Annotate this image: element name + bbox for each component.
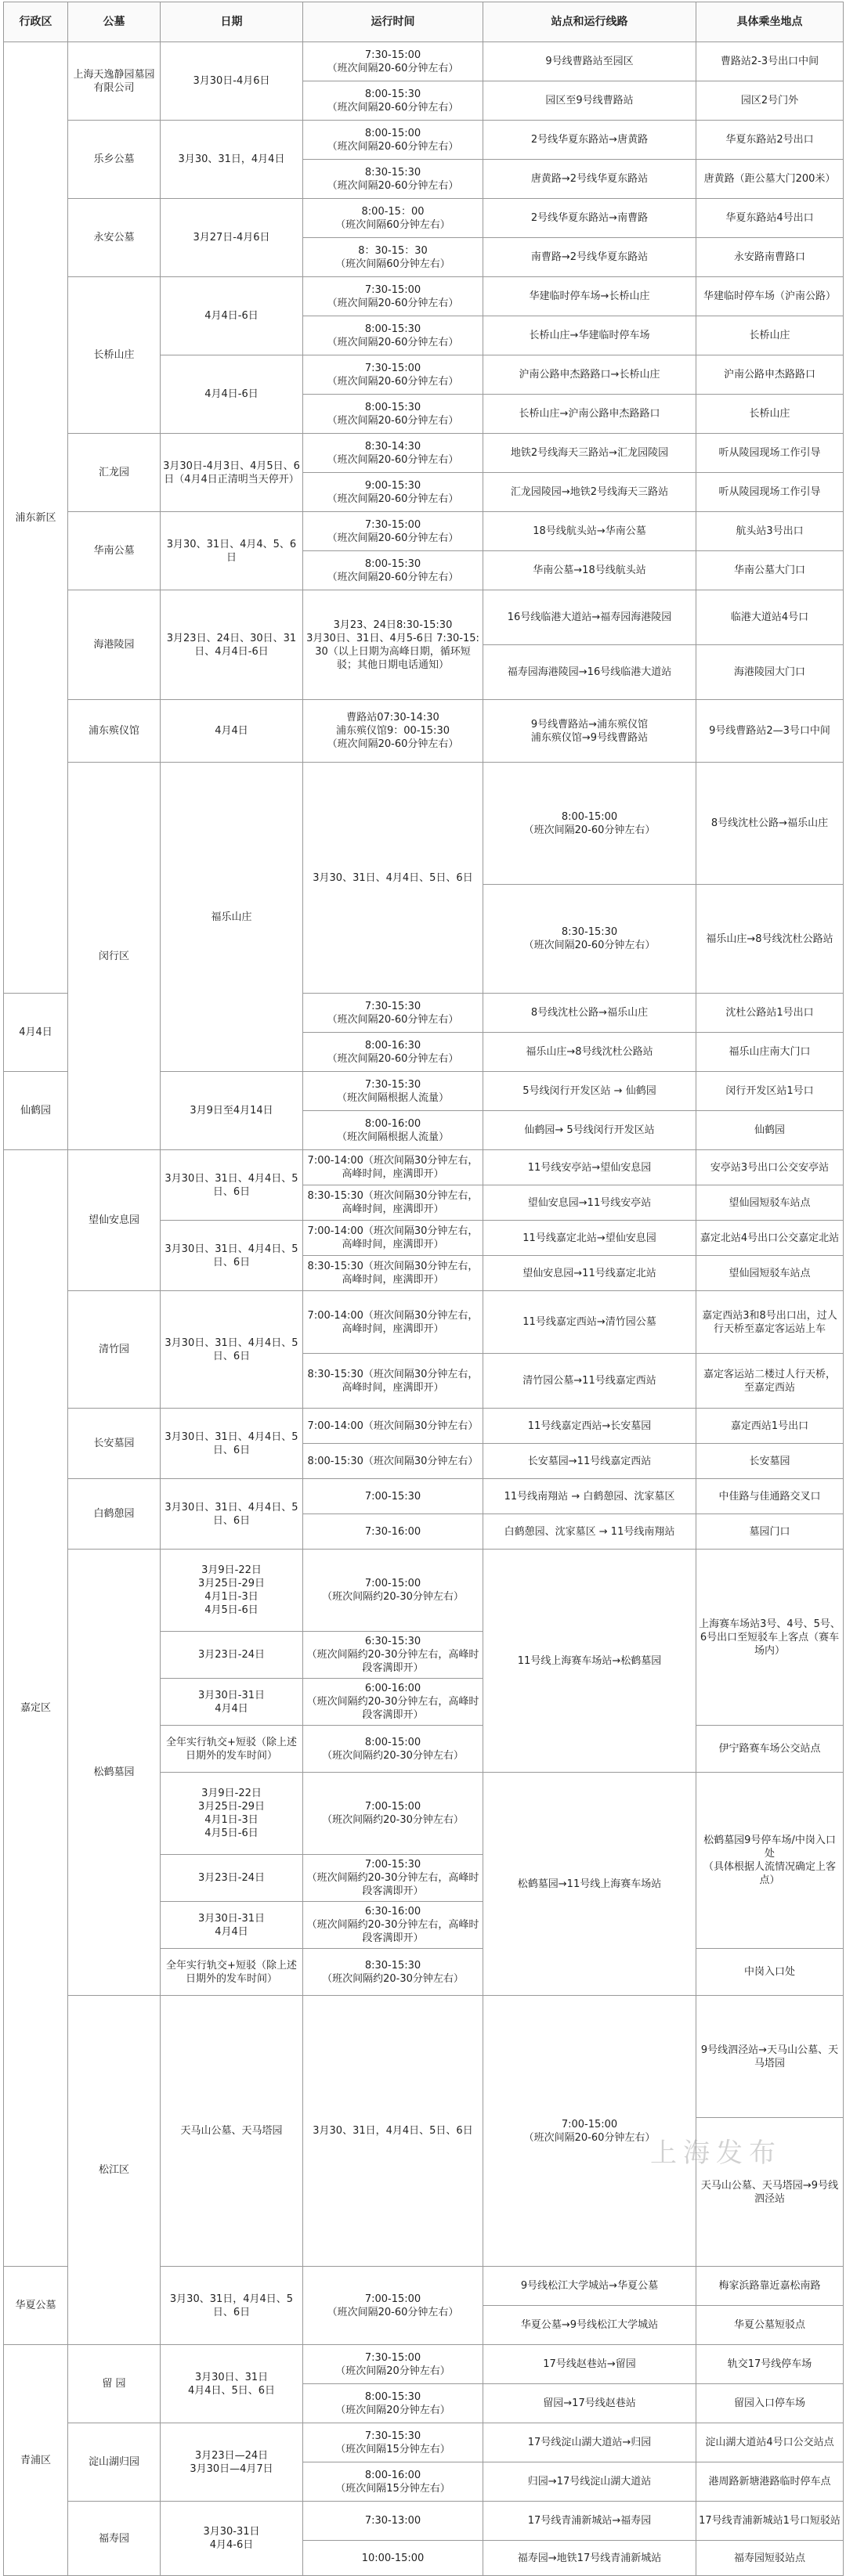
time-cell: 7:00-14:00（班次间隔30分钟左右，高峰时间，座满即开） <box>303 1221 483 1256</box>
bus-schedule-table <box>3 2 844 2576</box>
time-cell: 8:00-16:00 （班次间隔15分钟左右） <box>303 2462 483 2502</box>
time-cell: 7:00-15:00 （班次间隔20-60分钟左右） <box>483 1996 696 2267</box>
time-cell: 7:00-15:00 （班次间隔约20-30分钟左右） <box>303 1773 483 1855</box>
stop-cell: 中岗入口处 <box>696 1949 844 1996</box>
cemetery-cell: 清竹园 <box>68 1291 161 1409</box>
stop-cell: 华建临时停车场（沪南公路） <box>696 277 844 316</box>
route-cell: 9号线泗泾站→天马山公墓、天马塔园 <box>696 1996 844 2118</box>
route-cell: 8号线沈杜公路→福乐山庄 <box>483 994 696 1033</box>
stop-cell: 临港大道站4号口 <box>696 590 844 645</box>
date-cell: 3月30日-4月3日、4月5日、6日（4月4日正清明当天停开） <box>161 434 303 512</box>
stop-cell: 松鹤墓园9号停车场/中岗入口处 （具体根据人流情况确定上客点） <box>696 1773 844 1949</box>
date-cell: 3月30日-31日 4月4日 <box>161 1679 303 1726</box>
cemetery-cell: 福乐山庄 <box>161 763 303 1072</box>
cemetery-cell: 淀山湖归园 <box>68 2423 161 2502</box>
date-cell: 4月4日 <box>161 700 303 763</box>
time-cell: 7:30-15:00 （班次间隔20-60分钟左右） <box>303 277 483 316</box>
date-cell: 3月27日-4月6日 <box>161 199 303 277</box>
route-cell: 9号线松江大学城站→华夏公墓 <box>483 2267 696 2306</box>
cemetery-cell: 长安墓园 <box>68 1409 161 1479</box>
date-cell: 3月30日、31日、4月4日、5日、6日 <box>161 1221 303 1291</box>
stop-cell: 伊宁路赛车场公交站点 <box>696 1726 844 1773</box>
cemetery-cell: 华夏公墓 <box>4 2267 68 2345</box>
stop-cell: 望仙园短驳车站点 <box>696 1185 844 1221</box>
time-cell: 8:30-15:30 （班次间隔20-60分钟左右） <box>303 160 483 199</box>
stop-cell: 港周路新塘港路临时停车点 <box>696 2462 844 2502</box>
time-cell: 7:00-15:30 <box>303 1479 483 1514</box>
route-cell: 地铁2号线海天三路站→汇龙园陵园 <box>483 434 696 473</box>
time-cell: 3月23、24日8:30-15:30 3月30日、31日、4月5-6日 7:30-15:30（以上日期为高峰日期，循环短驳；其他日期电话通知） <box>303 590 483 700</box>
stop-cell: 嘉定西站1号出口 <box>696 1409 844 1444</box>
time-cell: 7:30-15:30 （班次间隔根据人流量） <box>303 1072 483 1111</box>
stop-cell: 梅家浜路靠近嘉松南路 <box>696 2267 844 2306</box>
district-cell: 嘉定区 <box>4 1150 68 2267</box>
route-cell: 17号线青浦新城站→福寿园 <box>483 2502 696 2541</box>
time-cell: 8:30-15:30 （班次间隔20-60分钟左右） <box>483 885 696 994</box>
route-cell: 仙鹤园→ 5号线闵行开发区站 <box>483 1111 696 1150</box>
table-row <box>4 42 844 81</box>
date-cell: 3月23日—24日 3月30日—4月7日 <box>161 2423 303 2502</box>
stop-cell: 华夏东路站2号出口 <box>696 121 844 160</box>
watermark: 上海发布 <box>650 2138 782 2169</box>
time-cell: 7:00-15:30 （班次间隔约20-30分钟左右，高峰时段客满即开） <box>303 1855 483 1902</box>
date-cell: 全年实行轨交+短驳（除上述日期外的发车时间） <box>161 1726 303 1773</box>
route-cell: 福乐山庄→8号线沈杜公路站 <box>483 1033 696 1072</box>
date-cell: 3月9日-22日 3月25日-29日 4月1日-3日 4月5日-6日 <box>161 1773 303 1855</box>
time-cell: 8:00-15:00 （班次间隔约20-30分钟左右） <box>303 1726 483 1773</box>
table-row <box>4 700 844 763</box>
cemetery-cell: 留 园 <box>68 2345 161 2423</box>
date-cell: 3月30日-31日 4月4日 <box>161 1902 303 1949</box>
table-row <box>4 1409 844 1444</box>
date-cell: 4月4日-6日 <box>161 277 303 355</box>
time-cell: 8:00-15:30 （班次间隔20分钟左右） <box>303 2384 483 2423</box>
route-cell: 留园→17号线赵巷站 <box>483 2384 696 2423</box>
table-row <box>4 1996 844 2118</box>
cemetery-cell: 上海天逸静园墓园有限公司 <box>68 42 161 121</box>
time-cell: 8:30-14:30 （班次间隔20-60分钟左右） <box>303 434 483 473</box>
stop-cell: 航头站3号出口 <box>696 512 844 551</box>
route-cell: 2号线华夏东路站→唐黄路 <box>483 121 696 160</box>
route-cell: 松鹤墓园→11号线上海赛车场站 <box>483 1773 696 1996</box>
table-row <box>4 1291 844 1354</box>
route-cell: 清竹园公墓→11号线嘉定西站 <box>483 1354 696 1409</box>
time-cell: 8:00-15:00 （班次间隔20-60分钟左右） <box>303 121 483 160</box>
stop-cell: 望仙园短驳车站点 <box>696 1256 844 1291</box>
date-cell: 3月30日、31日、4月4日、5日、6日 <box>161 1409 303 1479</box>
time-cell: 8:00-15:00 （班次间隔20-60分钟左右） <box>483 763 696 885</box>
cemetery-cell: 浦东殡仪馆 <box>68 700 161 763</box>
table-row <box>4 277 844 316</box>
date-cell: 3月30日、31日 4月4日、5日、6日 <box>161 2345 303 2423</box>
route-cell: 沪南公路申杰路路口→长桥山庄 <box>483 355 696 395</box>
time-cell: 8:00-15:30 （班次间隔20-60分钟左右） <box>303 316 483 355</box>
time-cell: 7:30-16:00 <box>303 1514 483 1550</box>
stop-cell: 嘉定北站4号出口公交嘉定北站 <box>696 1221 844 1256</box>
header-date: 日期 <box>161 2 303 42</box>
time-cell: 8:00-16:00 （班次间隔根据人流量） <box>303 1111 483 1150</box>
route-cell: 11号线嘉定西站→长安墓园 <box>483 1409 696 1444</box>
district-cell: 闵行区 <box>68 763 161 1150</box>
date-cell: 3月9日-22日 3月25日-29日 4月1日-3日 4月5日-6日 <box>161 1550 303 1632</box>
time-cell: 7:30-15:00 （班次间隔20分钟左右） <box>303 2345 483 2384</box>
date-cell: 3月30、31日、4月4日、5日、6日 <box>303 763 483 994</box>
cemetery-cell: 望仙安息园 <box>68 1150 161 1291</box>
route-cell: 华夏公墓→9号线松江大学城站 <box>483 2306 696 2345</box>
time-cell: 9:00-15:30 （班次间隔20-60分钟左右） <box>303 473 483 512</box>
time-cell: 8:00-15:30 （班次间隔20-60分钟左右） <box>303 81 483 121</box>
route-cell: 11号线嘉定西站→清竹园公墓 <box>483 1291 696 1354</box>
stop-cell: 曹路站2-3号出口中间 <box>696 42 844 81</box>
stop-cell: 海港陵园大门口 <box>696 645 844 700</box>
stop-cell: 长安墓园 <box>696 1444 844 1479</box>
table-header-row <box>4 2 844 42</box>
date-cell: 3月30日、31日、4月4日、5日、6日 <box>161 1479 303 1550</box>
route-cell: 2号线华夏东路站→南曹路 <box>483 199 696 238</box>
time-cell: 8：30-15：30 （班次间隔60分钟左右） <box>303 238 483 277</box>
route-cell: 9号线曹路站至园区 <box>483 42 696 81</box>
date-cell: 3月23日-24日 <box>161 1855 303 1902</box>
route-cell: 8号线沈杜公路→福乐山庄 <box>696 763 844 885</box>
cemetery-cell: 汇龙园 <box>68 434 161 512</box>
route-cell: 17号线淀山湖大道站→归园 <box>483 2423 696 2462</box>
route-cell: 白鹤憩园、沈家墓区 → 11号线南翔站 <box>483 1514 696 1550</box>
date-cell: 3月23日、24日、30日、31日、4月4日-6日 <box>161 590 303 700</box>
time-cell: 8:30-15:30（班次间隔30分钟左右，高峰时间，座满即开） <box>303 1354 483 1409</box>
time-cell: 8:00-15:30 （班次间隔20-60分钟左右） <box>303 395 483 434</box>
route-cell: 华建临时停车场→长桥山庄 <box>483 277 696 316</box>
route-cell: 福寿园海港陵园→16号线临港大道站 <box>483 645 696 700</box>
route-cell: 11号线安亭站→望仙安息园 <box>483 1150 696 1185</box>
route-cell: 唐黄路→2号线华夏东路站 <box>483 160 696 199</box>
time-cell: 8:00-16:30 （班次间隔20-60分钟左右） <box>303 1033 483 1072</box>
stop-cell: 墓园门口 <box>696 1514 844 1550</box>
header-stop: 具体乘坐地点 <box>696 2 844 42</box>
time-cell: 7:00-15:00 （班次间隔20-60分钟左右） <box>303 2267 483 2345</box>
stop-cell: 华夏公墓短驳点 <box>696 2306 844 2345</box>
header-time: 运行时间 <box>303 2 483 42</box>
time-cell: 8:00-15:30（班次间隔30分钟左右） <box>303 1444 483 1479</box>
route-cell: 18号线航头站→华南公墓 <box>483 512 696 551</box>
route-cell: 华南公墓→18号线航头站 <box>483 551 696 590</box>
stop-cell: 听从陵园现场工作引导 <box>696 434 844 473</box>
stop-cell: 17号线青浦新城站1号口短驳站 <box>696 2502 844 2541</box>
time-cell: 7:30-13:00 <box>303 2502 483 2541</box>
stop-cell: 园区2号门外 <box>696 81 844 121</box>
route-cell: 5号线闵行开发区站 → 仙鹤园 <box>483 1072 696 1111</box>
date-cell: 3月30日、31日、4月4日、5日、6日 <box>161 1150 303 1221</box>
time-cell: 8:00-15:30 （班次间隔20-60分钟左右） <box>303 551 483 590</box>
date-cell: 3月30、31日，4月4日、5日、6日 <box>161 2267 303 2345</box>
stop-cell: 轨交17号线停车场 <box>696 2345 844 2384</box>
route-cell: 汇龙园陵园→地铁2号线海天三路站 <box>483 473 696 512</box>
route-cell: 望仙安息园→11号线嘉定北站 <box>483 1256 696 1291</box>
header-district: 行政区 <box>4 2 68 42</box>
cemetery-cell: 仙鹤园 <box>4 1072 68 1150</box>
stop-cell: 闵行开发区站1号口 <box>696 1072 844 1111</box>
cemetery-cell: 长桥山庄 <box>68 277 161 434</box>
stop-cell: 安亭站3号出口公交安亭站 <box>696 1150 844 1185</box>
table-row <box>4 590 844 645</box>
time-cell: 7:30-15:30 （班次间隔20-60分钟左右） <box>303 994 483 1033</box>
district-cell: 松江区 <box>68 1996 161 2345</box>
date-cell: 4月4日-6日 <box>161 355 303 434</box>
time-cell: 7:00-15:00 （班次间隔约20-30分钟左右） <box>303 1550 483 1632</box>
route-cell: 长安墓园→11号线嘉定西站 <box>483 1444 696 1479</box>
route-cell: 长桥山庄→华建临时停车场 <box>483 316 696 355</box>
route-cell: 福乐山庄→8号线沈杜公路站 <box>696 885 844 994</box>
cemetery-cell: 海港陵园 <box>68 590 161 700</box>
route-cell: 长桥山庄→沪南公路申杰路路口 <box>483 395 696 434</box>
route-cell: 11号线嘉定北站→望仙安息园 <box>483 1221 696 1256</box>
stop-cell: 嘉定西站3和8号出口出，过人行天桥至嘉定客运站上车 <box>696 1291 844 1354</box>
table-row <box>4 1479 844 1514</box>
time-cell: 8:30-15:30（班次间隔30分钟左右，高峰时间，座满即开） <box>303 1185 483 1221</box>
time-cell: 8:00-15：00 （班次间隔60分钟左右） <box>303 199 483 238</box>
table-row <box>4 1150 844 1185</box>
time-cell: 7:00-14:00（班次间隔30分钟左右，高峰时间，座满即开） <box>303 1291 483 1354</box>
stop-cell: 长桥山庄 <box>696 316 844 355</box>
district-cell: 青浦区 <box>4 2345 68 2576</box>
stop-cell: 上海赛车场站3号、4号、5号、6号出口至短驳车上客点（赛车场内） <box>696 1550 844 1726</box>
date-cell: 3月9日至4月14日 <box>161 1072 303 1150</box>
time-cell: 曹路站07:30-14:30 浦东殡仪馆9：00-15:30 （班次间隔20-60分钟左右） <box>303 700 483 763</box>
stop-cell: 永安路南曹路口 <box>696 238 844 277</box>
table-row <box>4 2423 844 2462</box>
time-cell: 6:00-16:00 （班次间隔约20-30分钟左右，高峰时段客满即开） <box>303 1679 483 1726</box>
time-cell: 7:00-14:00（班次间隔30分钟左右，高峰时间，座满即开） <box>303 1150 483 1185</box>
route-cell: 17号线赵巷站→留园 <box>483 2345 696 2384</box>
stop-cell: 沈杜公路站1号出口 <box>696 994 844 1033</box>
time-cell: 10:00-15:00 <box>303 2541 483 2576</box>
route-cell: 福寿园→地铁17号线青浦新城站 <box>483 2541 696 2576</box>
table-row <box>4 512 844 551</box>
stop-cell: 唐黄路（距公墓大门200米） <box>696 160 844 199</box>
date-cell: 4月4日 <box>4 994 68 1072</box>
time-cell: 8:30-15:30 （班次间隔约20-30分钟左右） <box>303 1949 483 1996</box>
stop-cell: 长桥山庄 <box>696 395 844 434</box>
time-cell: 6:30-16:00 （班次间隔约20-30分钟左右，高峰时段客满即开） <box>303 1902 483 1949</box>
route-cell: 归园→17号线淀山湖大道站 <box>483 2462 696 2502</box>
table-row <box>4 763 844 885</box>
date-cell: 3月30、31日，4月4日 <box>161 121 303 199</box>
cemetery-cell: 福寿园 <box>68 2502 161 2576</box>
stop-cell: 淀山湖大道站4号口公交站点 <box>696 2423 844 2462</box>
time-cell: 7:30-15:00 （班次间隔20-60分钟左右） <box>303 42 483 81</box>
table-row <box>4 121 844 160</box>
cemetery-cell: 白鹤憩园 <box>68 1479 161 1550</box>
cemetery-cell: 永安公墓 <box>68 199 161 277</box>
district-cell: 浦东新区 <box>4 42 68 994</box>
stop-cell: 中佳路与佳通路交叉口 <box>696 1479 844 1514</box>
route-cell: 11号线上海赛车场站→松鹤墓园 <box>483 1550 696 1773</box>
stop-cell: 听从陵园现场工作引导 <box>696 473 844 512</box>
time-cell: 6:30-15:30 （班次间隔约20-30分钟左右，高峰时段客满即开） <box>303 1632 483 1679</box>
stop-cell: 福乐山庄南大门口 <box>696 1033 844 1072</box>
table-row <box>4 434 844 473</box>
route-cell: 9号线曹路站→浦东殡仪馆 浦东殡仪馆→9号线曹路站 <box>483 700 696 763</box>
stop-cell: 留园入口停车场 <box>696 2384 844 2423</box>
cemetery-cell: 天马山公墓、天马塔园 <box>161 1996 303 2267</box>
time-cell: 8:30-15:30（班次间隔30分钟左右，高峰时间，座满即开） <box>303 1256 483 1291</box>
cemetery-cell: 华南公墓 <box>68 512 161 590</box>
route-cell: 园区至9号线曹路站 <box>483 81 696 121</box>
route-cell: 南曹路→2号线华夏东路站 <box>483 238 696 277</box>
date-cell: 全年实行轨交+短驳（除上述日期外的发车时间） <box>161 1949 303 1996</box>
route-cell: 11号线南翔站 → 白鹤憩园、沈家墓区 <box>483 1479 696 1514</box>
date-cell: 3月23日-24日 <box>161 1632 303 1679</box>
date-cell: 3月30日、31日、4月4日、5日、6日 <box>161 1291 303 1409</box>
time-cell: 7:30-15:00 （班次间隔20-60分钟左右） <box>303 512 483 551</box>
time-cell: 7:00-14:00（班次间隔30分钟左右） <box>303 1409 483 1444</box>
stop-cell: 福寿园短驳站点 <box>696 2541 844 2576</box>
stop-cell: 9号线曹路站2—3号口中间 <box>696 700 844 763</box>
table-row <box>4 2345 844 2384</box>
cemetery-cell: 松鹤墓园 <box>68 1550 161 1996</box>
stop-cell: 华南公墓大门口 <box>696 551 844 590</box>
header-route: 站点和运行线路 <box>483 2 696 42</box>
date-cell: 3月30、31日，4月4日、5日、6日 <box>303 1996 483 2267</box>
stop-cell: 华夏东路站4号出口 <box>696 199 844 238</box>
stop-cell: 嘉定客运站二楼过人行天桥，至嘉定西站 <box>696 1354 844 1409</box>
route-cell: 望仙安息园→11号线安亭站 <box>483 1185 696 1221</box>
route-cell: 16号线临港大道站→福寿园海港陵园 <box>483 590 696 645</box>
table-row <box>4 199 844 238</box>
stop-cell: 沪南公路申杰路路口 <box>696 355 844 395</box>
header-cemetery: 公墓 <box>68 2 161 42</box>
date-cell: 3月30、31日、4月4、5、6日 <box>161 512 303 590</box>
table-row <box>4 2502 844 2541</box>
time-cell: 7:30-15:30 （班次间隔15分钟左右） <box>303 2423 483 2462</box>
stop-cell: 仙鹤园 <box>696 1111 844 1150</box>
route-cell: 天马山公墓、天马塔园→9号线泗泾站 <box>696 2118 844 2267</box>
table-row <box>4 1550 844 1632</box>
cemetery-cell: 乐乡公墓 <box>68 121 161 199</box>
date-cell: 3月30日-4月6日 <box>161 42 303 121</box>
date-cell: 3月30-31日 4月4-6日 <box>161 2502 303 2576</box>
time-cell: 7:30-15:00 （班次间隔20-60分钟左右） <box>303 355 483 395</box>
